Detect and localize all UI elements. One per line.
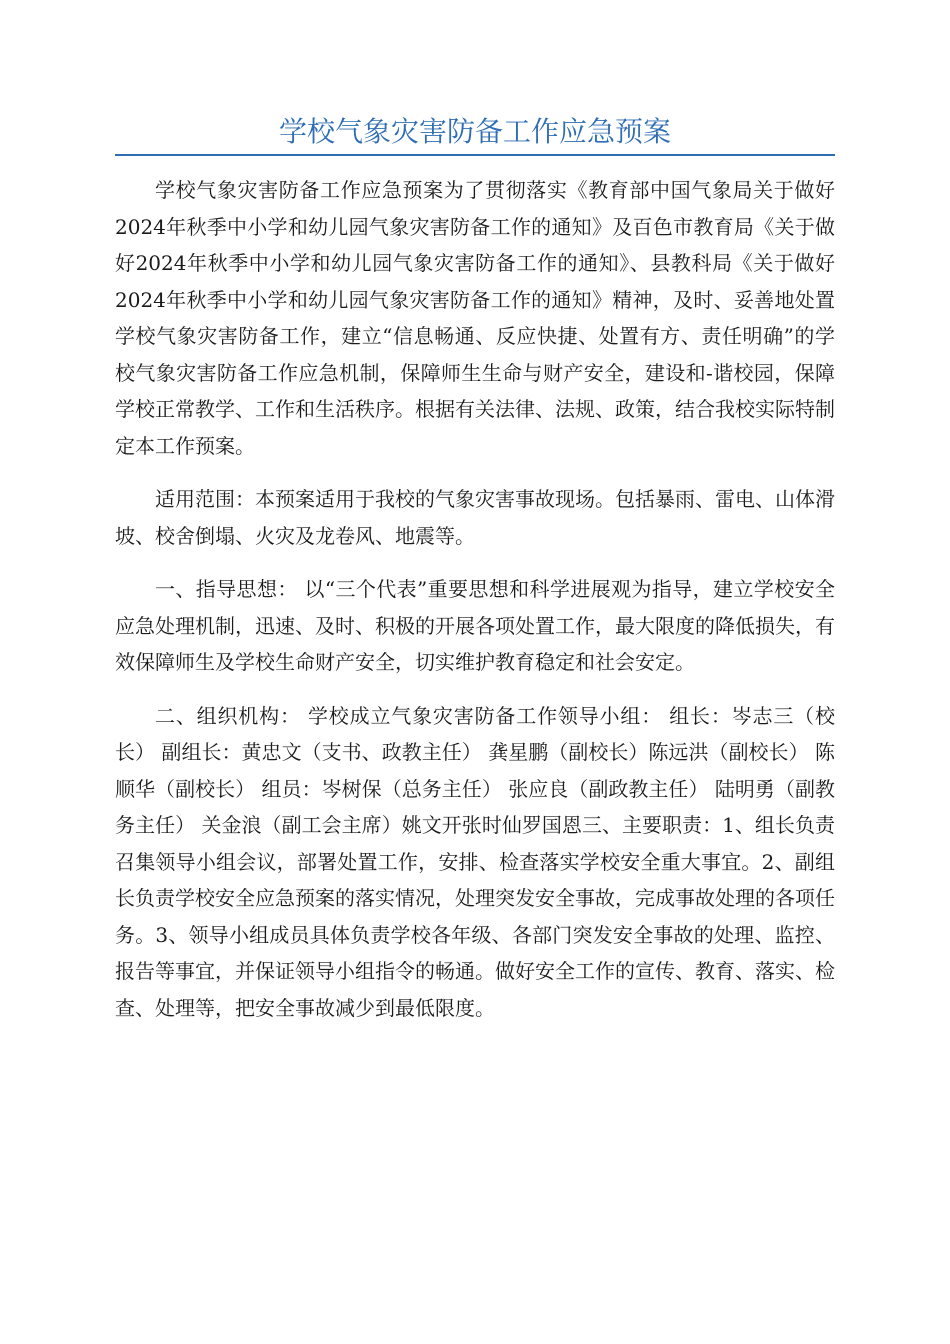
paragraph-scope: 适用范围：本预案适用于我校的气象灾害事故现场。包括暴雨、雷电、山体滑坡、校舍倒塌、火灾及龙卷风、地震等。	[115, 487, 835, 548]
document-body	[115, 172, 835, 1026]
paragraph-guiding-ideology: 一、指导思想： 以“三个代表”重要思想和科学进展观为指导，建立学校安全应急处理机制，迅速、及时、积极的开展各项处置工作，最大限度的降低损失，有效保障师生及学校生命财产安全，切实维护教育稳定和社会安定。	[115, 577, 835, 674]
document-title: 学校气象灾害防备工作应急预案	[278, 115, 671, 148]
paragraph-organization: 二、组织机构： 学校成立气象灾害防备工作领导小组： 组长：岑志三（校长） 副组长：黄忠文（支书、政教主任） 龚星鹏（副校长）陈远洪（副校长） 陈顺华（副校长） 组员：岑树保（总务主任） 张应良（副政教主任） 陆明勇（副教务主任） 关金浪（副工会主席）姚文开张时仙罗国恩三、主要职责：1、组长负责召集领导小组会议，部署处置工作，安排、检查落实学校安全重大事宜。2、副组长负责学校安全应急预案的落实情况，处理突发安全事故，完成事故处理的各项任务。3、领导小组成员具体负责学校各年级、各部门突发安全事故的处理、监控、报告等事宜，并保证领导小组指令的畅通。做好安全工作的宣传、教育、落实、检查、处理等，把安全事故减少到最低限度。	[115, 703, 835, 1020]
title-underline	[115, 154, 835, 156]
paragraph-intro: 学校气象灾害防备工作应急预案为了贯彻落实《教育部中国气象局关于做好2024年秋季中小学和幼儿园气象灾害防备工作的通知》及百色市教育局《关于做好2024年秋季中小学和幼儿园气象灾害防备工作的通知》、县教科局《关于做好2024年秋季中小学和幼儿园气象灾害防备工作的通知》精神，及时、妥善地处置学校气象灾害防备工作，建立“信息畅通、反应快捷、处置有方、责任明确”的学校气象灾害防备工作应急机制，保障师生生命与财产安全，建设和-谐校园，保障学校正常教学、工作和生活秩序。根据有关法律、法规、政策，结合我校实际特制定本工作预案。	[115, 178, 835, 458]
